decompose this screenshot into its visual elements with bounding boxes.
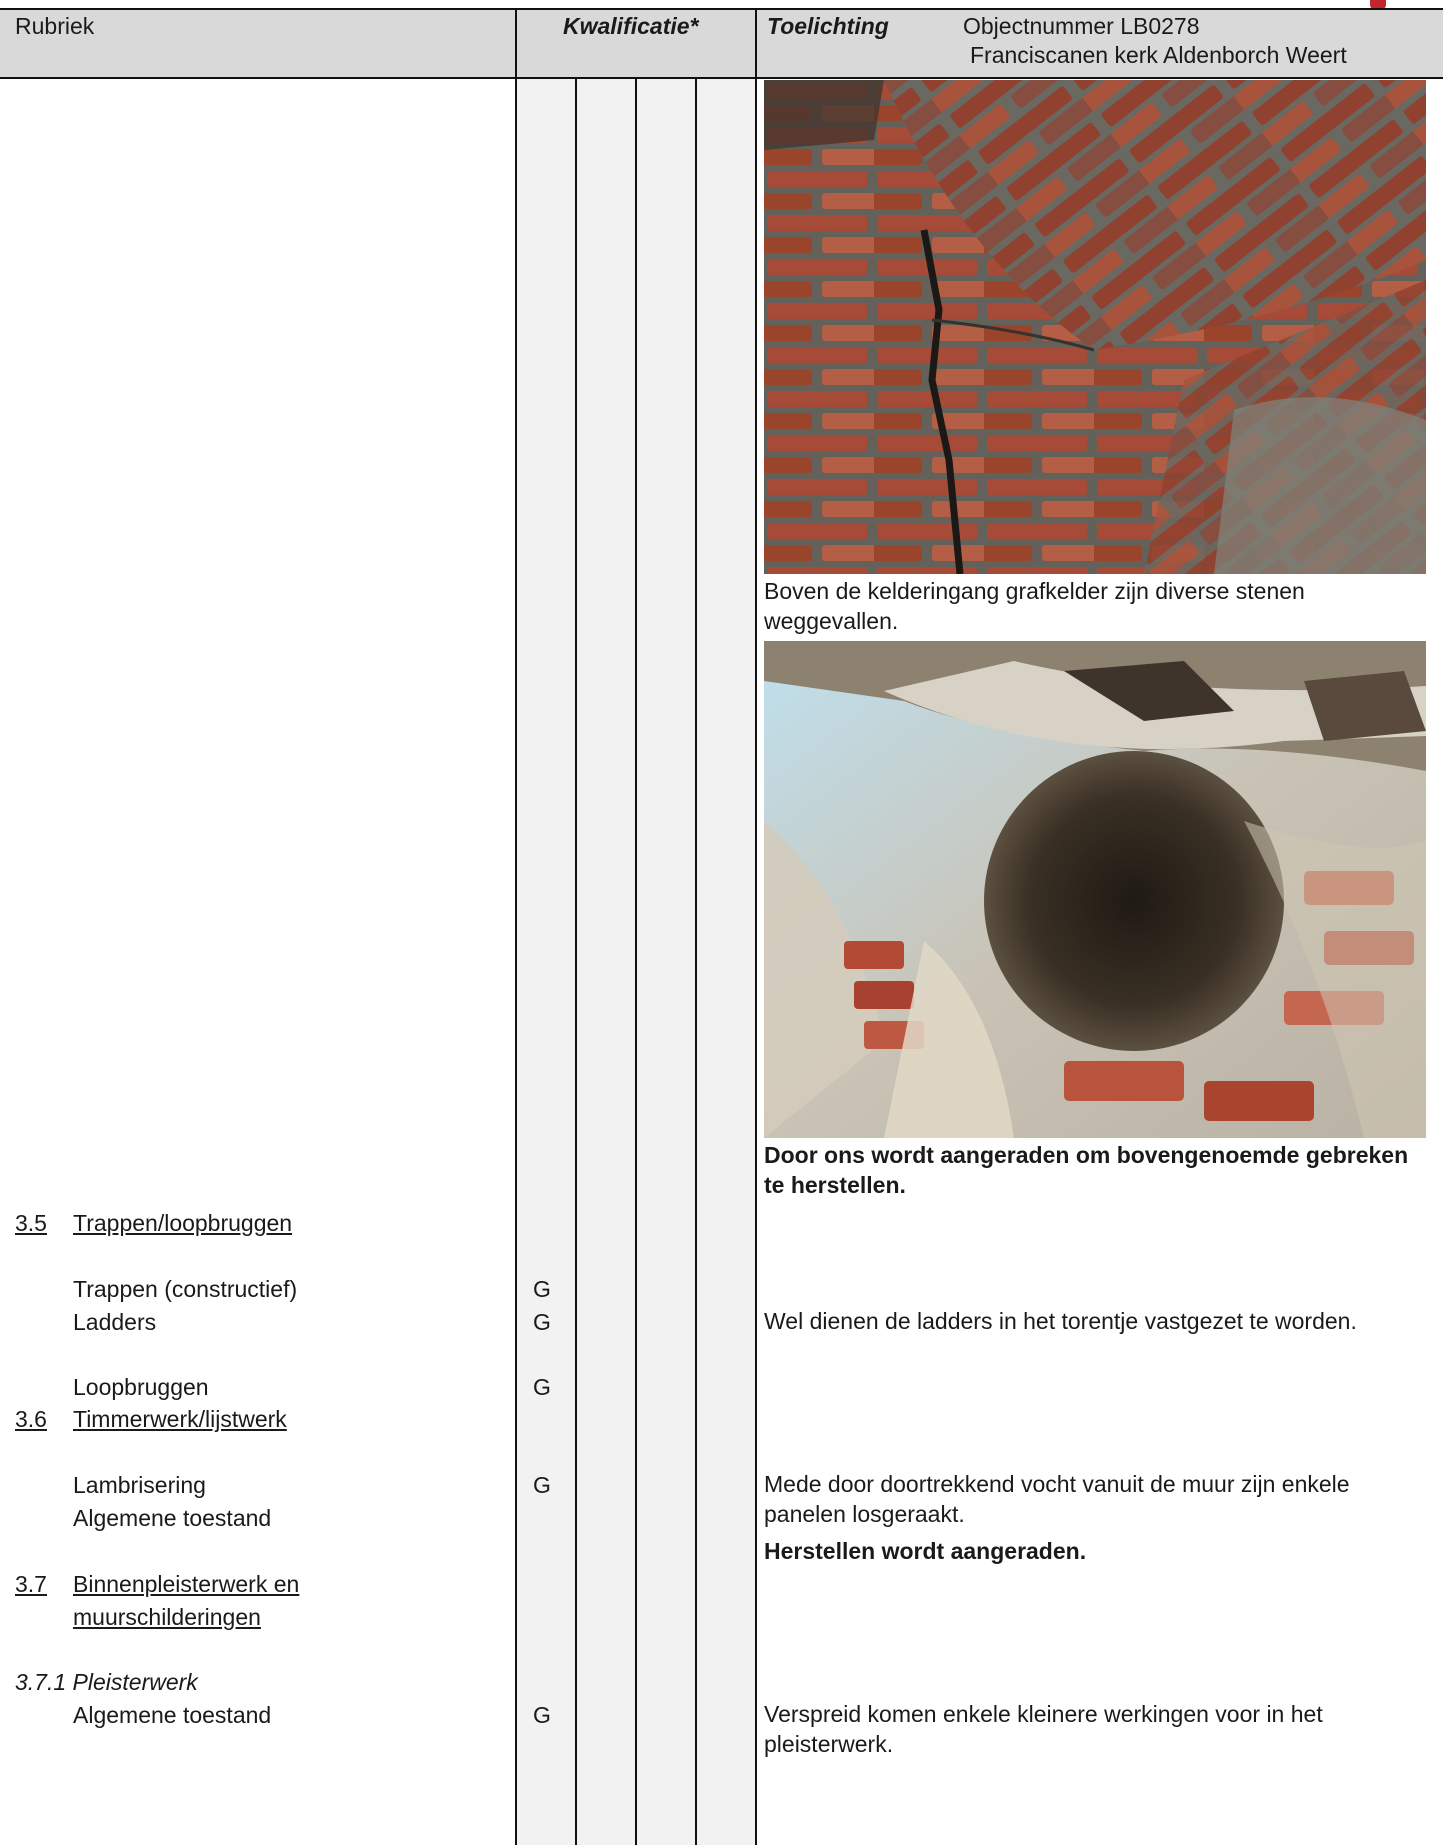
row-loopbruggen-rating: G bbox=[533, 1374, 551, 1400]
photo-brick-wall-crack bbox=[764, 80, 1426, 574]
kwalificatie-column-2 bbox=[577, 79, 635, 1845]
section-3-7-title-line1: Binnenpleisterwerk en bbox=[73, 1571, 300, 1597]
row-algemeen-pleister-note: Verspreid komen enkele kleinere werkingen voor in het pleisterwerk. bbox=[764, 1701, 1323, 1757]
header-objectnummer: Objectnummer LB0278 bbox=[963, 13, 1200, 39]
row-ladders-rating: G bbox=[533, 1309, 551, 1335]
row-algemeen-timmer-note: Herstellen wordt aangeraden. bbox=[764, 1538, 1087, 1564]
section-3-7-1-title: 3.7.1 Pleisterwerk bbox=[15, 1669, 198, 1695]
section-3-6-title: Timmerwerk/lijstwerk bbox=[73, 1406, 287, 1432]
row-ladders-label: Ladders bbox=[73, 1309, 157, 1335]
column-divider-kwal-1 bbox=[575, 78, 577, 1845]
row-lambrisering-rating: G bbox=[533, 1472, 551, 1498]
table-top-border bbox=[0, 8, 1443, 10]
row-lambrisering-label: Lambrisering bbox=[73, 1472, 206, 1498]
section-3-7-number: 3.7 bbox=[15, 1571, 47, 1597]
section-3-5-number: 3.5 bbox=[15, 1210, 47, 1236]
header-rubriek: Rubriek bbox=[15, 13, 95, 39]
header-object-naam: Franciscanen kerk Aldenborch Weert bbox=[970, 42, 1347, 68]
photo1-caption: Boven de kelderingang grafkelder zijn diverse stenen weggevallen. bbox=[764, 578, 1305, 634]
row-algemeen-pleister-label: Algemene toestand bbox=[73, 1702, 272, 1728]
row-trappen-label: Trappen (constructief) bbox=[73, 1276, 298, 1302]
row-algemeen-pleister-rating: G bbox=[533, 1702, 551, 1728]
column-divider-rubriek bbox=[515, 8, 517, 1845]
column-divider-toelichting bbox=[755, 8, 757, 1845]
row-loopbruggen-label: Loopbruggen bbox=[73, 1374, 209, 1400]
kwalificatie-column-1 bbox=[517, 79, 575, 1845]
section-3-6-number: 3.6 bbox=[15, 1406, 47, 1432]
kwalificatie-column-4 bbox=[697, 79, 755, 1845]
column-divider-kwal-2 bbox=[635, 78, 637, 1845]
row-trappen-rating: G bbox=[533, 1276, 551, 1302]
advice-text: Door ons wordt aangeraden om bovengenoemde gebreken te herstellen. bbox=[764, 1142, 1409, 1198]
header-bottom-border bbox=[0, 77, 1443, 79]
row-ladders-note: Wel dienen de ladders in het torentje vastgezet te worden. bbox=[764, 1308, 1357, 1334]
row-lambrisering-note: Mede door doortrekkend vocht vanuit de muur zijn enkele panelen losgeraakt. bbox=[764, 1471, 1350, 1527]
kwalificatie-column-3 bbox=[637, 79, 695, 1845]
section-3-7-title-line2: muurschilderingen bbox=[73, 1604, 261, 1630]
column-divider-kwal-3 bbox=[695, 78, 697, 1845]
header-toelichting: Toelichting bbox=[767, 13, 889, 39]
photo-cellar-cavity bbox=[764, 641, 1426, 1138]
row-algemeen-timmer-label: Algemene toestand bbox=[73, 1505, 272, 1531]
header-kwalificatie: Kwalificatie* bbox=[563, 13, 699, 39]
section-3-5-title: Trappen/loopbruggen bbox=[73, 1210, 293, 1236]
